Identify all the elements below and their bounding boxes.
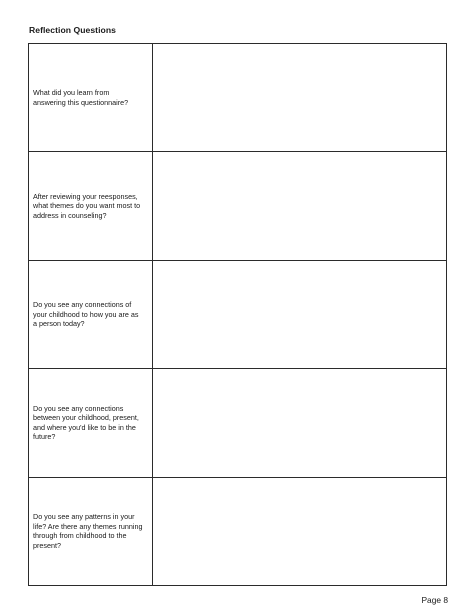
answer-cell[interactable] (153, 44, 447, 152)
question-text: What did you learn from answering this questionnaire? (33, 88, 129, 107)
table-row (29, 369, 447, 477)
table-row (29, 260, 447, 368)
question-cell (29, 369, 153, 477)
question-cell (29, 260, 153, 368)
question-text: Do you see any connections between your childhood, present, and where you'd like to be in the future? (33, 404, 139, 442)
page-title: Reflection Questions (29, 25, 116, 35)
table-row (29, 152, 447, 260)
reflection-questions-table (28, 43, 447, 586)
table-row (29, 44, 447, 152)
page-number: Page 8 (421, 595, 448, 605)
question-text: After reviewing your reesponses, what themes do you want most to address in counseling? (33, 191, 141, 220)
question-cell (29, 477, 153, 585)
answer-cell[interactable] (153, 477, 447, 585)
answer-cell[interactable] (153, 260, 447, 368)
answer-cell[interactable] (153, 152, 447, 260)
table-row (29, 477, 447, 585)
answer-cell[interactable] (153, 369, 447, 477)
question-cell (29, 152, 153, 260)
question-text: Do you see any connections of your childhood to how you are as a person today? (33, 300, 139, 329)
question-text: Do you see any patterns in your life? Are there any themes running through from childhood to the present? (33, 512, 143, 550)
question-cell (29, 44, 153, 152)
